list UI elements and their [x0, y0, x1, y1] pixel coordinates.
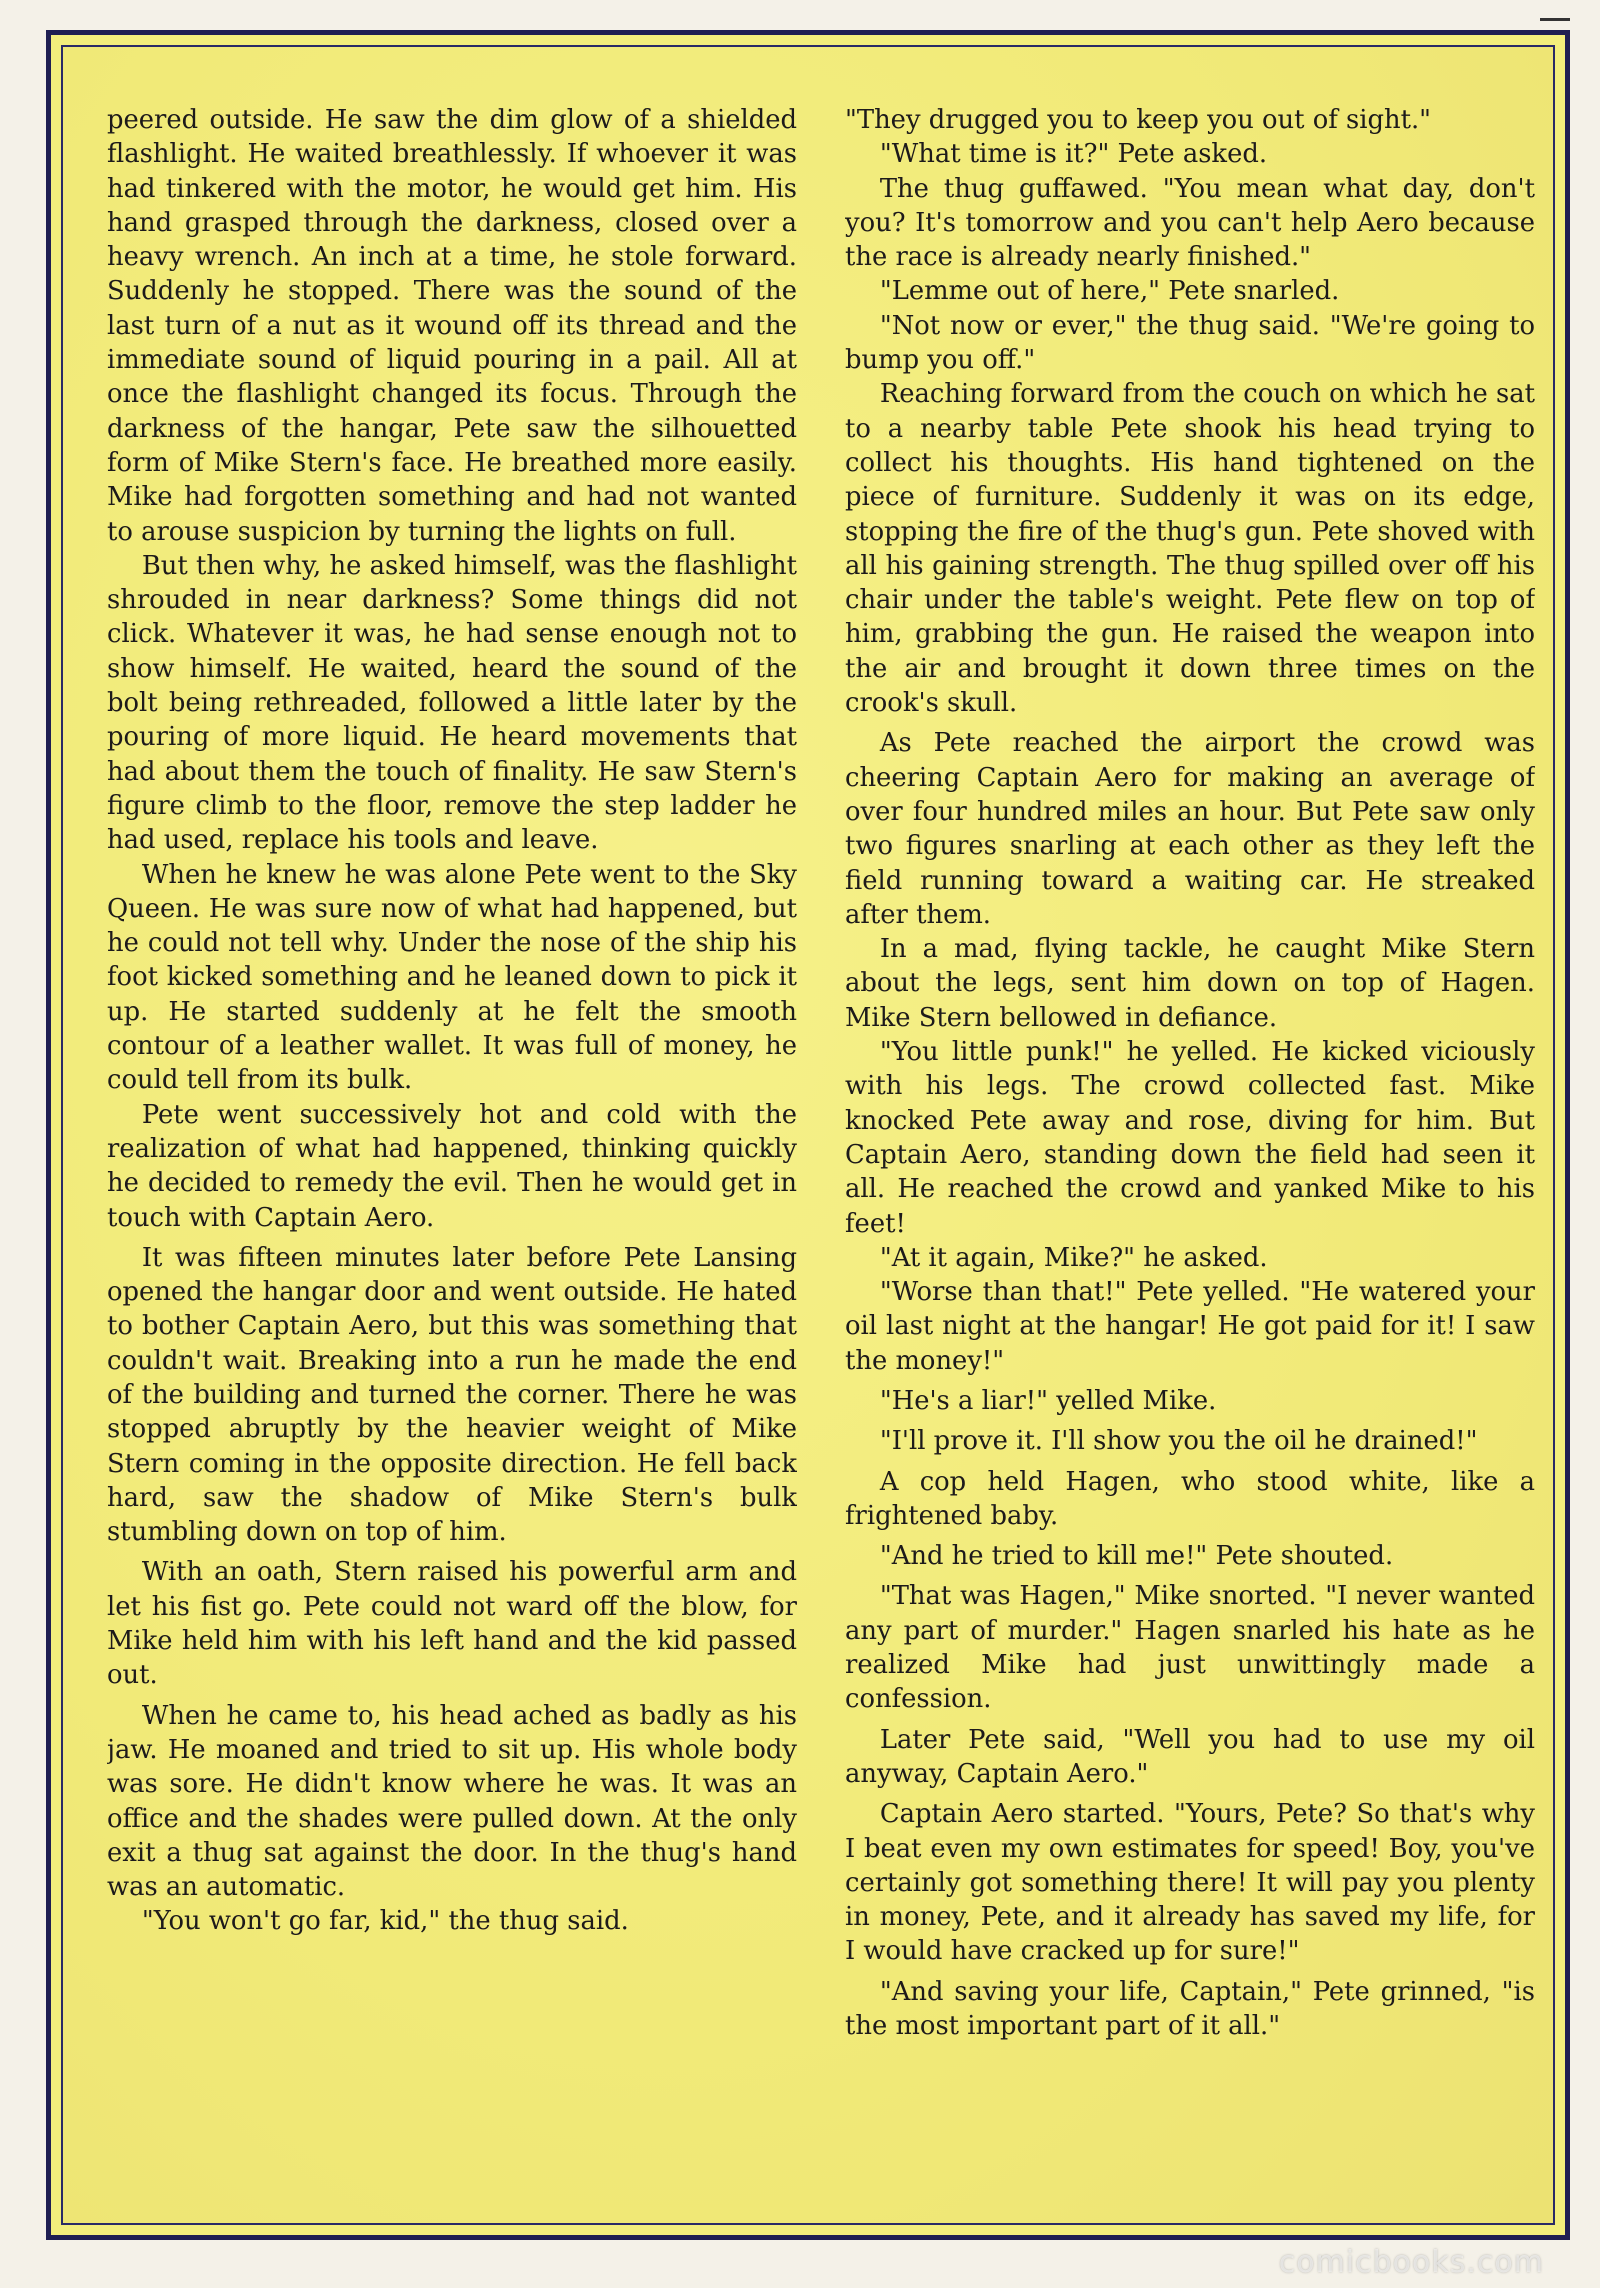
corner-mark: [1540, 18, 1570, 21]
paragraph: But then why, he asked himself, was the flashlight shrouded in near darkness? Some things did not click. Whatever it was, he had sense enough not to show himself. He waited, heard the sound of the bolt being rethreaded, followed a little later by the pouring of more liquid. He heard movements that had about them the touch of finality. He saw Stern's figure climb to the floor, remove the step ladder he had used, replace his tools and leave.: [107, 550, 797, 856]
paragraph: "You little punk!" he yelled. He kicked viciously with his legs. The crowd collected fast. Mike knocked Pete away and rose, diving for him. But Captain Aero, standing down the field had seen it all. He reached the crowd and yanked Mike to his feet!: [845, 1037, 1535, 1239]
paragraph: Later Pete said, "Well you had to use my oil anyway, Captain Aero.": [845, 1724, 1535, 1789]
text-panel-inner: [61, 45, 1555, 2225]
paragraph: "Not now or ever," the thug said. "We're going to bump you off.": [845, 310, 1535, 376]
paragraph: The thug guffawed. "You mean what day, don't you? It's tomorrow and you can't help Aero because the race is already nearly finished.": [845, 173, 1535, 273]
paragraph: It was fifteen minutes later before Pete Lansing opened the hangar door and went outside. He hated to bother Captain Aero, but this was something that couldn't wait. Breaking into a run he made the end of the building and turned the corner. There he was stopped abruptly by the heavier weight of Mike Stern coming in the opposite direction. He fell back hard, saw the shadow of Mike Stern's bulk stumbling down on top of him.: [107, 1242, 797, 1548]
text-panel: [46, 30, 1570, 2240]
right-column: [845, 103, 1535, 2213]
paragraph: "They drugged you to keep you out of sight.": [845, 105, 1432, 135]
paragraph: "And he tried to kill me!" Pete shouted.: [879, 1541, 1394, 1572]
paragraph: A cop held Hagen, who stood white, like a frightened baby.: [845, 1466, 1535, 1531]
paragraph: When he came to, his head ached as badly as his jaw. He moaned and tried to sit up. His whole body was sore. He didn't know where he was. It was an office and the shades were pulled down. At the only exit a thug sat against the door. In the thug's hand was an automatic.: [107, 1700, 797, 1903]
paragraph: "That was Hagen," Mike snorted. "I never wanted any part of murder." Hagen snarled his hate as he realized Mike had just unwittingly made a confession.: [845, 1581, 1535, 1715]
left-column: [107, 103, 797, 2213]
watermark: comicbooks.com: [1278, 2245, 1544, 2280]
paragraph: "I'll prove it. I'll show you the oil he drained!": [879, 1426, 1478, 1457]
paragraph: With an oath, Stern raised his powerful arm and let his fist go. Pete could not ward off the blow, for Mike held him with his left hand and the kid passed out.: [107, 1557, 797, 1691]
paragraph: "Lemme out of here," Pete snarled.: [879, 276, 1340, 307]
paragraph: "And saving your life, Captain," Pete grinned, "is the most important part of it all.": [845, 1976, 1535, 2042]
paragraph: "What time is it?" Pete asked.: [879, 139, 1268, 170]
paragraph: When he knew he was alone Pete went to the Sky Queen. He was sure now of what had happened, but he could not tell why. Under the nose of the ship his foot kicked something and he leaned down to pick it up. He started suddenly at he felt the smooth contour of a leather wallet. It was full of money, he could tell from its bulk.: [107, 859, 797, 1096]
paragraph: As Pete reached the airport the crowd was cheering Captain Aero for making an average of over four hundred miles an hour. But Pete saw only two figures snarling at each other as they left the field running toward a waiting car. He streaked after them.: [845, 728, 1535, 930]
paragraph: "At it again, Mike?" he asked.: [879, 1242, 1268, 1273]
paragraph: "He's a liar!" yelled Mike.: [879, 1385, 1217, 1416]
paragraph: Pete went successively hot and cold with the realization of what had happened, thinking quickly he decided to remedy the evil. Then he would get in touch with Captain Aero.: [107, 1099, 797, 1233]
paragraph: "Worse than that!" Pete yelled. "He watered your oil last night at the hangar! He got paid for it! I saw the money!": [845, 1277, 1535, 1376]
paragraph: Reaching forward from the couch on which he sat to a nearby table Pete shook his head trying to collect his thoughts. His hand tightened on the piece of furniture. Suddenly it was on its edge, stopping the fire of the thug's gun. Pete shoved with all his gaining strength. The thug spilled over off his chair under the table's weight. Pete flew on top of him, grabbing the gun. He raised the weapon into the air and brought it down three times on the crook's skull.: [845, 379, 1535, 719]
paragraph: Captain Aero started. "Yours, Pete? So that's why I beat even my own estimates for speed! Boy, you've certainly got something there! It will pay you plenty in money, Pete, and it already has saved my life, for I would have cracked up for sure!": [845, 1799, 1535, 1967]
paragraph: peered outside. He saw the dim glow of a shielded flashlight. He waited breathlessly. If whoever it was had tinkered with the motor, he would get him. His hand grasped through the darkness, closed over a heavy wrench. An inch at a time, he stole forward. Suddenly he stopped. There was the sound of the last turn of a nut as it wound off its thread and the immediate sound of liquid pouring in a pail. All at once the flashlight changed its focus. Through the darkness of the hangar, Pete saw the silhouetted form of Mike Stern's face. He breathed more easily. Mike had forgotten something and had not wanted to arouse suspicion by turning the lights on full.: [107, 105, 797, 547]
paragraph: In a mad, flying tackle, he caught Mike Stern about the legs, sent him down on top of Hagen. Mike Stern bellowed in defiance.: [845, 934, 1535, 1033]
paragraph: "You won't go far, kid," the thug said.: [141, 1906, 629, 1937]
